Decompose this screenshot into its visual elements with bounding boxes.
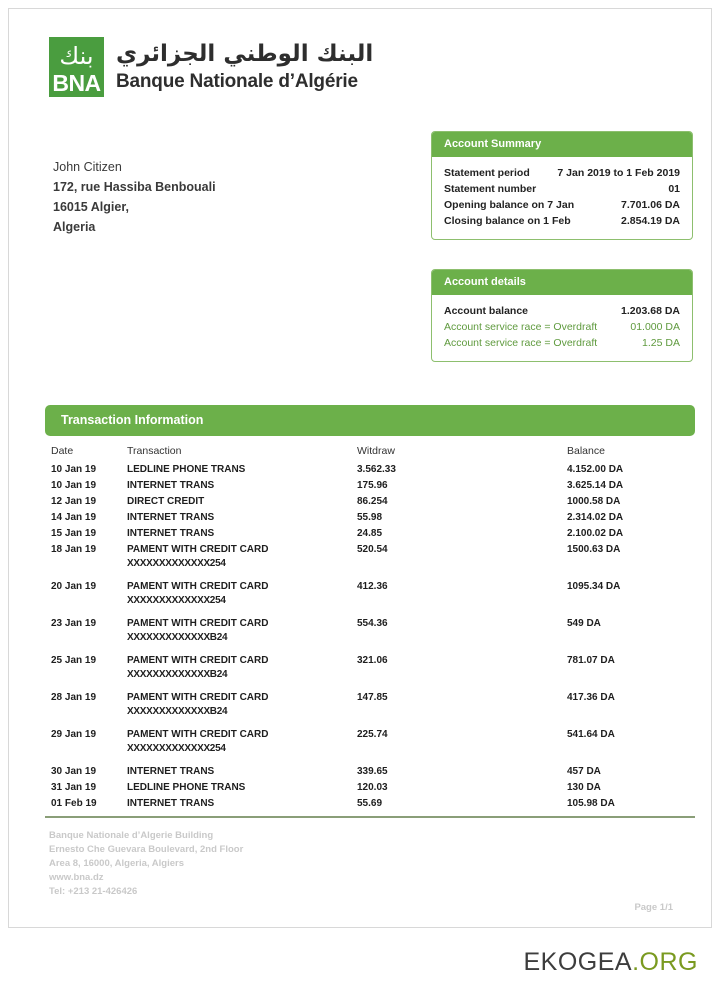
cell-balance: 1500.63 DA bbox=[567, 544, 621, 555]
details-row-overdraft bbox=[444, 319, 680, 335]
cell-transaction bbox=[127, 494, 357, 510]
details-row-value: 01.000 DA bbox=[630, 321, 680, 333]
cell-transaction bbox=[127, 616, 357, 653]
cell-transaction bbox=[127, 690, 357, 727]
table-row bbox=[45, 579, 695, 616]
cell-withdraw: 86.254 bbox=[357, 496, 388, 507]
summary-row-label: Opening balance on 7 Jan bbox=[444, 199, 575, 211]
cell-transaction bbox=[127, 727, 357, 764]
transaction-masked-card: XXXXXXXXXXXXXB24 bbox=[127, 632, 228, 643]
details-row-label: Account balance bbox=[444, 305, 529, 317]
transaction-table bbox=[45, 445, 695, 812]
watermark-tld: .ORG bbox=[632, 948, 698, 976]
transaction-description: PAMENT WITH CREDIT CARD bbox=[127, 692, 269, 703]
cell-withdraw: 339.65 bbox=[357, 766, 388, 777]
cell-transaction bbox=[127, 796, 357, 812]
cell-date: 01 Feb 19 bbox=[51, 798, 97, 809]
cell-date: 15 Jan 19 bbox=[51, 528, 97, 539]
letterhead bbox=[49, 37, 373, 97]
transaction-description: INTERNET TRANS bbox=[127, 512, 215, 523]
footer-address bbox=[49, 829, 243, 899]
transaction-masked-card: XXXXXXXXXXXXX254 bbox=[127, 595, 226, 606]
table-row bbox=[45, 478, 695, 494]
transaction-section-title: Transaction Information bbox=[45, 405, 695, 436]
bank-arabic-glyph-icon: بنك bbox=[59, 42, 94, 70]
cell-date: 14 Jan 19 bbox=[51, 512, 97, 523]
customer-address-line1: 172, rue Hassiba Benbouali bbox=[53, 180, 216, 194]
transaction-description: DIRECT CREDIT bbox=[127, 496, 205, 507]
column-header-transaction: Transaction bbox=[127, 445, 182, 457]
transaction-masked-card: XXXXXXXXXXXXXB24 bbox=[127, 706, 228, 717]
transaction-description: LEDLINE PHONE TRANS bbox=[127, 782, 246, 793]
cell-withdraw: 55.98 bbox=[357, 512, 383, 523]
cell-transaction bbox=[127, 542, 357, 579]
account-summary-body bbox=[432, 157, 692, 239]
account-details-box bbox=[431, 269, 693, 362]
table-row bbox=[45, 542, 695, 579]
transaction-masked-card: XXXXXXXXXXXXX254 bbox=[127, 743, 226, 754]
table-row bbox=[45, 462, 695, 478]
cell-withdraw: 554.36 bbox=[357, 618, 388, 629]
account-details-body bbox=[432, 295, 692, 361]
cell-withdraw: 520.54 bbox=[357, 544, 388, 555]
transaction-description: INTERNET TRANS bbox=[127, 480, 215, 491]
cell-transaction bbox=[127, 579, 357, 616]
summary-row-value: 2.854.19 DA bbox=[621, 215, 680, 227]
cell-balance: 541.64 DA bbox=[567, 729, 615, 740]
summary-row-value: 01 bbox=[668, 183, 680, 195]
table-row bbox=[45, 796, 695, 812]
cell-balance: 417.36 DA bbox=[567, 692, 615, 703]
details-row-overdraft bbox=[444, 335, 680, 351]
footer-line-2: Ernesto Che Guevara Boulevard, 2nd Floor bbox=[49, 844, 244, 855]
ekogea-watermark bbox=[524, 948, 699, 977]
transaction-section bbox=[45, 405, 695, 818]
cell-withdraw: 55.69 bbox=[357, 798, 383, 809]
table-row bbox=[45, 616, 695, 653]
transaction-masked-card: XXXXXXXXXXXXXB24 bbox=[127, 669, 228, 680]
cell-date: 23 Jan 19 bbox=[51, 618, 97, 629]
summary-row-label: Statement period bbox=[444, 167, 530, 179]
cell-withdraw: 24.85 bbox=[357, 528, 383, 539]
table-row bbox=[45, 690, 695, 727]
customer-address-line3: Algeria bbox=[53, 220, 96, 234]
watermark-name: EKOGEA bbox=[523, 948, 633, 976]
details-row-balance bbox=[444, 303, 680, 319]
cell-date: 10 Jan 19 bbox=[51, 480, 97, 491]
cell-balance: 2.100.02 DA bbox=[567, 528, 624, 539]
bank-name-arabic: البنك الوطني الجزائري bbox=[116, 41, 374, 67]
logo-abbrev: BNA bbox=[52, 70, 101, 96]
table-row bbox=[45, 494, 695, 510]
table-row bbox=[45, 653, 695, 690]
table-row bbox=[45, 727, 695, 764]
customer-address bbox=[53, 157, 216, 237]
transaction-description: INTERNET TRANS bbox=[127, 766, 215, 777]
customer-name: John Citizen bbox=[53, 160, 122, 174]
transaction-table-body bbox=[45, 462, 695, 812]
table-row bbox=[45, 510, 695, 526]
table-row bbox=[45, 526, 695, 542]
transaction-table-rule bbox=[45, 816, 695, 818]
cell-balance: 1095.34 DA bbox=[567, 581, 621, 592]
statement-page bbox=[8, 8, 712, 928]
cell-date: 18 Jan 19 bbox=[51, 544, 97, 555]
table-row bbox=[45, 780, 695, 796]
cell-balance: 3.625.14 DA bbox=[567, 480, 624, 491]
summary-row bbox=[444, 197, 680, 213]
details-row-label: Account service race = Overdraft bbox=[444, 321, 598, 333]
column-header-balance: Balance bbox=[567, 445, 605, 457]
page-number: Page 1/1 bbox=[634, 902, 673, 913]
cell-withdraw: 120.03 bbox=[357, 782, 388, 793]
cell-transaction bbox=[127, 510, 357, 526]
transaction-description: PAMENT WITH CREDIT CARD bbox=[127, 729, 269, 740]
summary-row-label: Statement number bbox=[444, 183, 537, 195]
transaction-description: PAMENT WITH CREDIT CARD bbox=[127, 544, 269, 555]
cell-balance: 781.07 DA bbox=[567, 655, 615, 666]
cell-date: 12 Jan 19 bbox=[51, 496, 97, 507]
cell-date: 29 Jan 19 bbox=[51, 729, 97, 740]
cell-balance: 2.314.02 DA bbox=[567, 512, 624, 523]
bna-logo-mark bbox=[49, 37, 104, 97]
account-details-title: Account details bbox=[432, 270, 692, 295]
summary-row-label: Closing balance on 1 Feb bbox=[444, 215, 571, 227]
transaction-masked-card: XXXXXXXXXXXXX254 bbox=[127, 558, 226, 569]
summary-row-value: 7.701.06 DA bbox=[621, 199, 680, 211]
cell-balance: 457 DA bbox=[567, 766, 601, 777]
summary-row bbox=[444, 213, 680, 229]
account-summary-title: Account Summary bbox=[432, 132, 692, 157]
bank-name-latin: Banque Nationale d’Algérie bbox=[116, 71, 358, 92]
cell-date: 20 Jan 19 bbox=[51, 581, 97, 592]
cell-balance: 1000.58 DA bbox=[567, 496, 621, 507]
table-header-row bbox=[45, 445, 695, 462]
cell-balance: 130 DA bbox=[567, 782, 601, 793]
cell-balance: 4.152.00 DA bbox=[567, 464, 624, 475]
transaction-description: PAMENT WITH CREDIT CARD bbox=[127, 581, 269, 592]
cell-date: 28 Jan 19 bbox=[51, 692, 97, 703]
cell-transaction bbox=[127, 478, 357, 494]
details-row-value: 1.25 DA bbox=[642, 337, 680, 349]
details-row-value: 1.203.68 DA bbox=[621, 305, 680, 317]
transaction-description: INTERNET TRANS bbox=[127, 528, 215, 539]
cell-transaction bbox=[127, 526, 357, 542]
cell-transaction bbox=[127, 462, 357, 478]
footer-website: www.bna.dz bbox=[49, 872, 104, 883]
footer-telephone: Tel: +213 21-426426 bbox=[49, 886, 138, 897]
summary-row bbox=[444, 165, 680, 181]
cell-date: 31 Jan 19 bbox=[51, 782, 97, 793]
cell-date: 10 Jan 19 bbox=[51, 464, 97, 475]
cell-withdraw: 412.36 bbox=[357, 581, 388, 592]
transaction-description: INTERNET TRANS bbox=[127, 798, 215, 809]
account-summary-box bbox=[431, 131, 693, 240]
cell-date: 25 Jan 19 bbox=[51, 655, 97, 666]
cell-date: 30 Jan 19 bbox=[51, 766, 97, 777]
cell-transaction bbox=[127, 780, 357, 796]
column-header-date: Date bbox=[51, 445, 74, 457]
table-row bbox=[45, 764, 695, 780]
summary-row bbox=[444, 181, 680, 197]
cell-withdraw: 147.85 bbox=[357, 692, 388, 703]
cell-transaction bbox=[127, 764, 357, 780]
column-header-withdraw: Witdraw bbox=[357, 445, 395, 457]
customer-address-line2: 16015 Algier, bbox=[53, 200, 129, 214]
transaction-description: PAMENT WITH CREDIT CARD bbox=[127, 618, 269, 629]
bank-name-block bbox=[116, 37, 373, 95]
summary-row-value: 7 Jan 2019 to 1 Feb 2019 bbox=[557, 167, 680, 179]
transaction-description: LEDLINE PHONE TRANS bbox=[127, 464, 246, 475]
transaction-description: PAMENT WITH CREDIT CARD bbox=[127, 655, 269, 666]
cell-transaction bbox=[127, 653, 357, 690]
cell-withdraw: 225.74 bbox=[357, 729, 388, 740]
cell-withdraw: 3.562.33 bbox=[357, 464, 396, 475]
cell-withdraw: 175.96 bbox=[357, 480, 388, 491]
details-row-label: Account service race = Overdraft bbox=[444, 337, 598, 349]
footer-line-1: Banque Nationale d’Algerie Building bbox=[49, 830, 214, 841]
cell-withdraw: 321.06 bbox=[357, 655, 388, 666]
cell-balance: 549 DA bbox=[567, 618, 601, 629]
cell-balance: 105.98 DA bbox=[567, 798, 615, 809]
footer-line-3: Area 8, 16000, Algeria, Algiers bbox=[49, 858, 185, 869]
